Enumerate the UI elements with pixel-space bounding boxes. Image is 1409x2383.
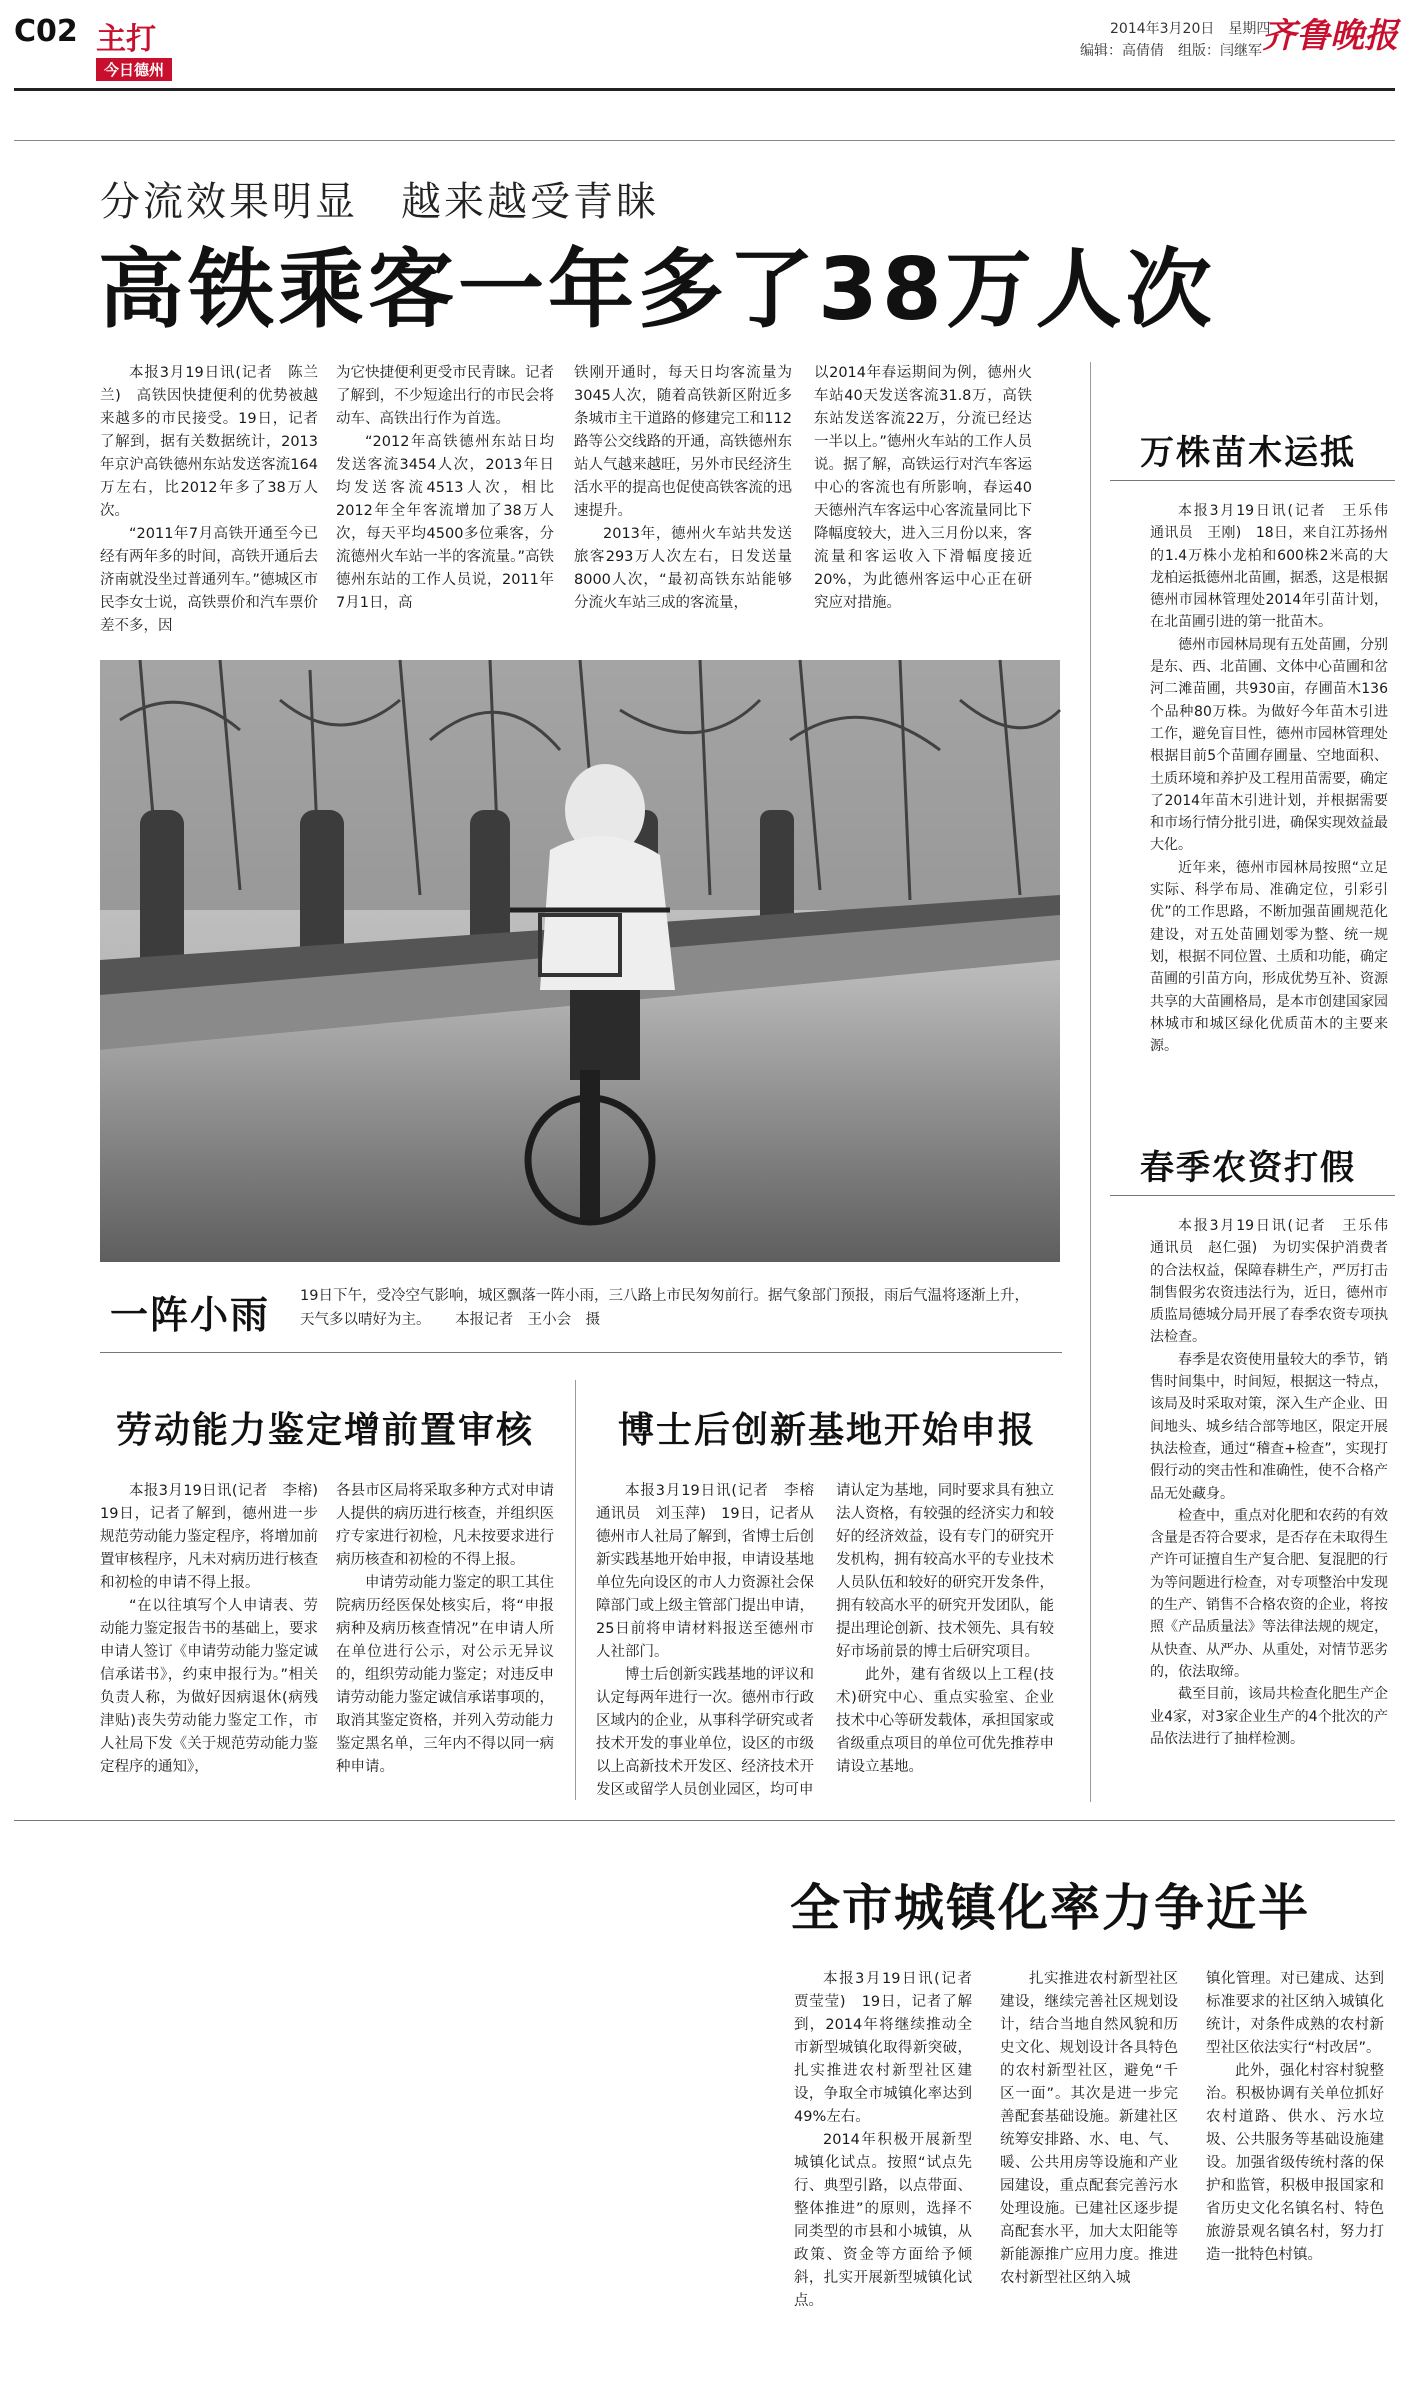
lower-divider: [14, 1820, 1395, 1821]
lead-paragraph: “2012年高铁德州东站日均发送客流3454人次，2013年日均发送客流4513人次，相比2012年全年客流增加了38万人次，每天平均4500多位乘客，分流德州火车站一半的客流量。”高铁德州东站的工作人员说，2011年7月1日，高: [336, 434, 554, 611]
labor-paragraph: 申请劳动能力鉴定的职工其住院病历经医保处核实后，将“申报病种及病历核查情况”在申请人所在单位进行公示，对公示无异议的，组织劳动能力鉴定；对违反申请劳动能力鉴定诚信承诺事项的，取消其鉴定资格，并列入劳动能力鉴定黑名单，三年内不得以同一病种申请。: [336, 1575, 554, 1775]
right-column-rule: [1090, 362, 1091, 1802]
date-line: 2014年3月20日 星期四: [1110, 21, 1271, 37]
urban-paragraph: 2014年积极开展新型城镇化试点。按照“试点先行、典型引路，以点带面、整体推进”的原则，选择不同类型的市县和小城镇，从政策、资金等方面给予倾斜，扎实开展新型城镇化试点。: [794, 2132, 972, 2309]
urban-column-3: [1206, 1968, 1384, 2368]
postdoc-paragraph: 此外，建有省级以上工程(技术)研究中心、重点实验室、企业技术中心等研发载体，承担国家或省级重点项目的单位可优先推荐申请设立基地。: [836, 1667, 1054, 1775]
lead-column-2: [336, 362, 554, 627]
seedlings-paragraph: 近年来，德州市园林局按照“立足实际、科学布局、准确定位，引彩引优”的工作思路，不断加强苗圃规范化建设，对五处苗圃划零为整、统一规划，根据不同位置、土质和功能，确定苗圃的引苗方向，形成优势互补、资源共享的大苗圃格局，是本市创建国家园林城市和城区绿化优质苗木的主要来源。: [1150, 859, 1388, 1055]
labor-column-2: [336, 1480, 554, 1800]
lead-column-4: [814, 362, 1032, 627]
lead-paragraph: 本报3月19日讯(记者 陈兰兰) 高铁因快捷便利的优势被越来越多的市民接受。19日，记者了解到，据有关数据统计，2013年京沪高铁德州东站发送客流164万左右，比2012年多了38万人次。: [100, 365, 318, 519]
postdoc-paragraph: 本报3月19日讯(记者 李榕 通讯员 刘玉萍) 19日，记者从德州市人社局了解到，省博士后创新实践基地开始申报，申请设基地单位先向设区的市人力资源社会保障部门或上级主管部门提出申请，25日前将申请材料报送至德州市人社部门。: [596, 1483, 829, 1660]
postdoc-paragraph: 请认定为基地，同时要求具有独立法人资格，有较强的经济实力和较好的经济效益，设有专门的研究开发机构，拥有较高水平的专业技术人员队伍和较好的研究开发条件，拥有较高水平的研究开发团队，能提出理论创新、技术领先、具有较好市场前景的博士后研究项目。: [836, 1483, 1054, 1660]
labor-title: 劳动能力鉴定增前置审核: [116, 1410, 535, 1451]
lead-headline: 高铁乘客一年多了38万人次: [98, 240, 1216, 340]
newspaper-logo: 齐鲁晚报: [1262, 16, 1398, 56]
seedlings-title-rule: [1110, 480, 1395, 481]
urban-column-2: [1000, 1968, 1178, 2368]
labor-paragraph: “在以往填写个人申请表、劳动能力鉴定报告书的基础上，要求申请人签订《申请劳动能力鉴定诚信承诺书》，约束申报行为。”相关负责人称，为做好因病退休(病残津贴)丧失劳动能力鉴定工作，市人社局下发《关于规范劳动能力鉴定程序的通知》，: [100, 1598, 318, 1775]
top-divider: [14, 140, 1395, 141]
mid-rule: [575, 1380, 576, 1800]
masthead-rule: [14, 88, 1395, 91]
fakes-title: 春季农资打假: [1140, 1148, 1356, 1188]
postdoc-column-2: [836, 1480, 1054, 1800]
labor-paragraph: 各县市区局将采取多种方式对申请人提供的病历进行核查，并组织医疗专家进行初检，凡未按要求进行病历核查和初检的不得上报。: [336, 1483, 554, 1568]
postdoc-column-1: [596, 1480, 829, 1800]
lead-kicker: 分流效果明显 越来越受青睐: [100, 179, 659, 225]
urban-title: 全市城镇化率力争近半: [790, 1879, 1310, 1937]
lead-paragraph: 2013年，德州火车站共发送旅客293万人次左右，日发送量8000人次，“最初高铁东站能够分流火车站三成的客流量，: [574, 526, 792, 611]
fakes-paragraph: 截至目前，该局共检查化肥生产企业4家，对3家企业生产的4个批次的产品依法进行了抽样检测。: [1150, 1686, 1388, 1747]
labor-column-1: [100, 1480, 333, 1800]
seedlings-paragraph: 本报3月19日讯(记者 王乐伟 通讯员 王刚) 18日，来自江苏扬州的1.4万株小龙柏和600株2米高的大龙柏运抵德州北苗圃，据悉，这是根据德州市园林管理处2014年引苗计划，在北苗圃引进的第一批苗木。: [1150, 503, 1402, 631]
fakes-paragraph: 春季是农资使用量较大的季节，销售时间集中，时间短，根据这一特点，该局及时采取对策，深入生产企业、田间地头、城乡结合部等地区，限定开展执法检查，通过“稽查+检查”，实现打假行动的突击性和准确性，使不合格产品无处藏身。: [1150, 1351, 1388, 1502]
lead-paragraph: 为它快捷便利更受市民青睐。记者了解到，不少短途出行的市民会将动车、高铁出行作为首选。: [336, 365, 554, 427]
urban-paragraph: 本报3月19日讯(记者 贾莹莹) 19日，记者了解到，2014年将继续推动全市新型城镇化取得新突破，扎实推进农村新型社区建设，争取全市城镇化率达到49%左右。: [794, 1971, 987, 2125]
news-photo: [100, 660, 1060, 1262]
page-section: 主打: [96, 22, 156, 57]
lead-paragraph: “2011年7月高铁开通至今已经有两年多的时间，高铁开通后去济南就没坐过普通列车。”德城区市民李女士说，高铁票价和汽车票价差不多，因: [100, 526, 318, 634]
page-code: C02: [14, 14, 78, 49]
photo-caption: [300, 1284, 1040, 1332]
lead-paragraph: 以2014年春运期间为例，德州火车站40天发送客流31.8万，高铁东站发送客流22万，分流已经达一半以上。”德州火车站的工作人员说。据了解，高铁运行对汽车客运中心的客流也有所影响，春运40天德州汽车客运中心客流量同比下降幅度较大，进入三月份以来，客流量和客运收入下滑幅度接近20%，为此德州客运中心正在研究应对措施。: [814, 365, 1032, 611]
fakes-body: [1150, 1215, 1402, 1795]
seedlings-paragraph: 德州市园林局现有五处苗圃，分别是东、西、北苗圃、文体中心苗圃和岔河二滩苗圃，共930亩，存圃苗木136个品种80万株。为做好今年苗木引进工作，避免盲目性，德州市园林管理处根据目前5个苗圃存圃量、空地面积、土质环境和养护及工程用苗需要，确定了2014年苗木引进计划，并根据需要和市场行情分批引进，确保实现效益最大化。: [1150, 636, 1388, 854]
lead-paragraph: 铁刚开通时，每天日均客流量为3045人次，随着高铁新区附近多条城市主干道路的修建完工和112路等公交线路的开通，高铁德州东站人气越来越旺，另外市民经济生活水平的提高也促使高铁客流的迅速提升。: [574, 365, 792, 519]
urban-paragraph: 此外，强化村容村貌整治。积极协调有关单位抓好农村道路、供水、污水垃圾、公共服务等基础设施建设。加强省级传统村落的保护和监管，积极申报国家和省历史文化名镇名村、特色旅游景观名镇名村，努力打造一批特色村镇。: [1206, 2063, 1384, 2263]
urban-paragraph: 扎实推进农村新型社区建设，继续完善社区规划设计，结合当地自然风貌和历史文化、规划设计各具特色的农村新型社区，避免“千区一面”。其次是进一步完善配套基础设施。新建社区统筹安排路、水、电、气、暖、公共用房等设施和产业园建设，重点配套完善污水处理设施。已建社区逐步提高配套水平，加大太阳能等新能源推广应用力度。推进农村新型社区纳入城: [1000, 1971, 1178, 2286]
page-sub-section: 今日德州: [96, 58, 172, 81]
fakes-title-rule: [1110, 1195, 1395, 1196]
fakes-paragraph: 本报3月19日讯(记者 王乐伟 通讯员 赵仁强) 为切实保护消费者的合法权益，保障春耕生产，严厉打击制售假劣农资违法行为，近日，德州市质监局德城分局开展了春季农资专项执法检查。: [1150, 1218, 1402, 1346]
photo-caption-text: 19日下午，受冷空气影响，城区飘落一阵小雨，三八路上市民匆匆前行。据气象部门预报，雨后气温将逐渐上升，天气多以晴好为主。: [300, 1288, 1029, 1328]
seedlings-body: [1150, 500, 1402, 1090]
urban-column-1: [794, 1968, 987, 2368]
photo-divider: [100, 1352, 1062, 1353]
fakes-paragraph: 检查中，重点对化肥和农药的有效含量是否符合要求，是否存在未取得生产许可证擅自生产复合肥、复混肥的行为等问题进行检查，对专项整治中发现的生产、销售不合格农资的企业，将按照《产品质量法》等法律法规的规定，从快查、从严办、从重处，对情节恶劣的，依法取缔。: [1150, 1507, 1388, 1680]
photo-title: 一阵小雨: [110, 1293, 271, 1337]
lead-column-3: [574, 362, 792, 627]
photo-credit: 本报记者 王小会 摄: [455, 1312, 601, 1328]
editor-line: 编辑：高倩倩 组版：闫继军: [1080, 43, 1262, 59]
lead-column-1: [100, 362, 318, 634]
urban-paragraph: 镇化管理。对已建成、达到标准要求的社区纳入城镇化统计，对条件成熟的农村新型社区依法实行“村改居”。: [1206, 1971, 1384, 2056]
labor-paragraph: 本报3月19日讯(记者 李榕) 19日，记者了解到，德州进一步规范劳动能力鉴定程序，将增加前置审核程序，凡未对病历进行核查和初检的申请不得上报。: [100, 1483, 333, 1591]
photo-cyclist-in-rain: [100, 660, 1060, 1262]
seedlings-title: 万株苗木运抵: [1140, 433, 1356, 473]
postdoc-title: 博士后创新基地开始申报: [618, 1410, 1037, 1451]
postdoc-paragraph: 博士后创新实践基地的评议和认定每两年进行一次。德州市行政区域内的企业，从事科学研究或者技术开发的事业单位，设区的市级以上高新技术开发区、经济技术开发区或留学人员创业园区，均可申: [596, 1667, 814, 1798]
